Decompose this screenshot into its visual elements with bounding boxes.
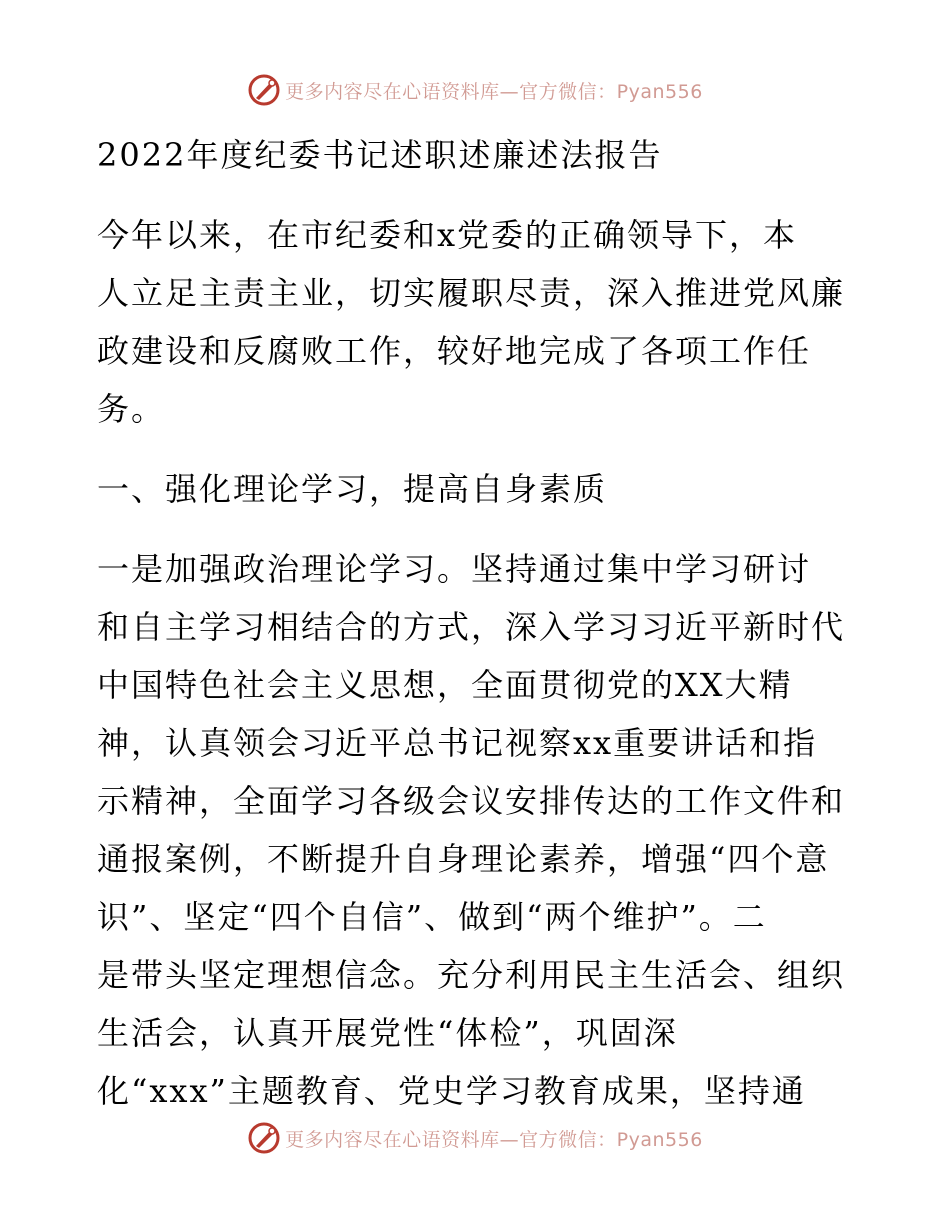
quill-logo-icon <box>247 73 281 107</box>
body-line: 生活会，认真开展党性“体检”，巩固深 <box>97 1014 678 1052</box>
body-line: 识”、坚定“四个自信”、做到“两个维护”。二 <box>97 898 767 936</box>
header-watermark <box>0 70 950 110</box>
intro-line: 务。 <box>97 390 166 428</box>
document-title: 2022年度纪委书记述职述廉述法报告 <box>97 136 663 174</box>
body-line: 和自主学习相结合的方式，深入学习习近平新时代 <box>97 608 846 646</box>
body-line: 化“xxx”主题教育、党史学习教育成果，坚持通 <box>97 1072 806 1110</box>
body-line: 通报案例，不断提升自身理论素养，增强“四个意 <box>97 840 830 878</box>
footer-watermark <box>0 1118 950 1158</box>
section-heading: 一、强化理论学习，提高自身素质 <box>97 470 608 508</box>
body-line: 神，认真领会习近平总书记视察xx重要讲话和指 <box>97 724 818 762</box>
intro-line: 今年以来，在市纪委和x党委的正确领导下，本 <box>97 216 798 254</box>
watermark-text: 更多内容尽在心语资料库—官方微信：Pyan556 <box>285 1128 703 1151</box>
quill-logo-icon <box>247 1121 281 1155</box>
intro-line: 政建设和反腐败工作，较好地完成了各项工作任 <box>97 332 812 370</box>
body-line: 中国特色社会主义思想，全面贯彻党的XX大精 <box>97 666 793 704</box>
intro-paragraph <box>97 206 857 438</box>
body-line: 是带头坚定理想信念。充分利用民主生活会、组织 <box>97 956 846 994</box>
intro-line: 人立足主责主业，切实履职尽责，深入推进党风廉 <box>97 274 846 312</box>
document-body <box>97 120 857 1120</box>
body-line: 示精神，全面学习各级会议安排传达的工作文件和 <box>97 782 846 820</box>
body-paragraph <box>97 540 857 1120</box>
body-line: 一是加强政治理论学习。坚持通过集中学习研讨 <box>97 550 812 588</box>
watermark-text: 更多内容尽在心语资料库—官方微信：Pyan556 <box>285 80 703 103</box>
